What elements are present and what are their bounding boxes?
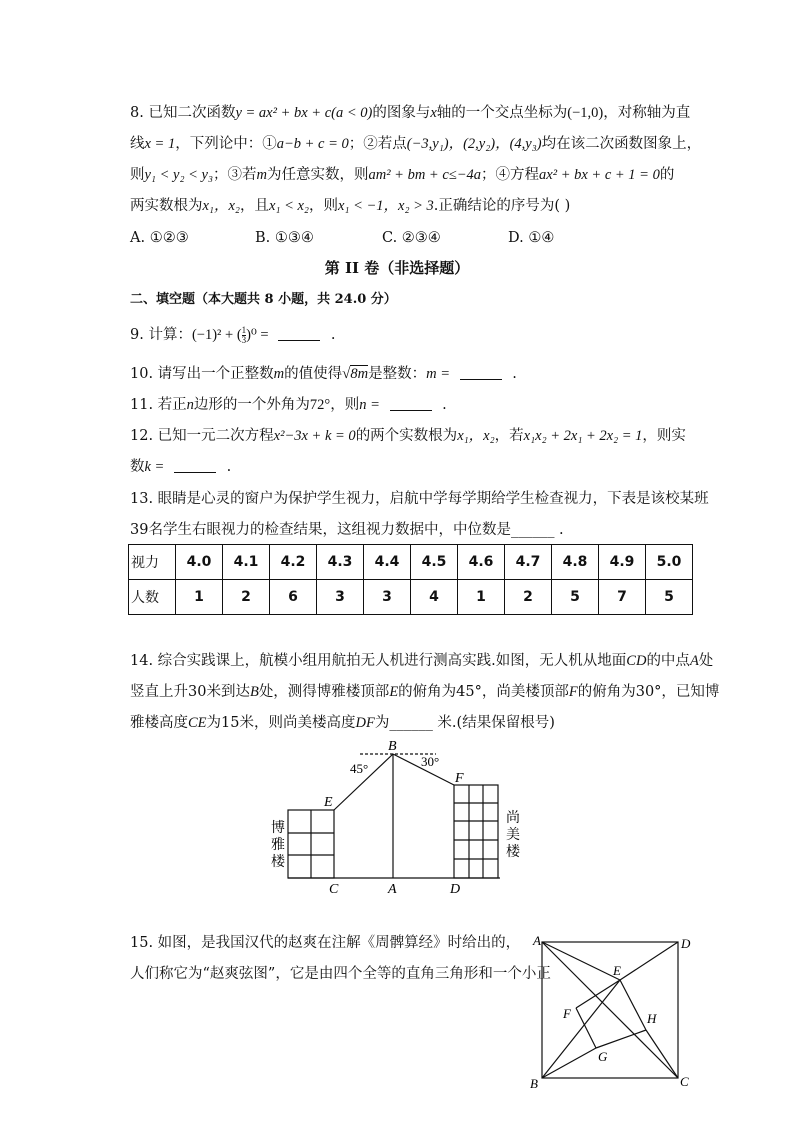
table-cell: 4.8 — [552, 545, 599, 580]
table-cell: 5 — [646, 580, 693, 615]
q15-label-e: E — [613, 963, 621, 978]
table-cell: 4.7 — [505, 545, 552, 580]
q15-label-f: F — [563, 1006, 571, 1021]
table-cell: 4.2 — [270, 545, 317, 580]
part2-title: 第 II 卷（非选择题） — [324, 259, 470, 277]
q13-line-1: 13. 眼睛是心灵的窗户为保护学生视力，启航中学每学期给学生检查视力，下表是该校某班 — [130, 491, 709, 507]
q8-line-3: 则y₁ < y₂ < y₃；③若m为任意实数，则am² + bm + c≤−4a；④方程ax² + bx + c + 1 = 0的 — [130, 167, 675, 183]
table-cell: 1 — [458, 580, 505, 615]
table-header-count: 人数 — [129, 580, 176, 615]
q15-label-c: C — [680, 1074, 689, 1089]
q15-label-b: B — [530, 1076, 538, 1091]
right-building-label: 楼 — [506, 845, 520, 860]
q10: 10. 请写出一个正整数m的值使得√8m是整数：m = . — [130, 366, 517, 382]
label-b: B — [388, 739, 397, 754]
q14-line-3: 雅楼高度CE为15米，则尚美楼高度DF为______ 米.(结果保留根号) — [130, 715, 555, 731]
q15-label-d: D — [681, 936, 691, 951]
q15-label-h: H — [647, 1011, 657, 1026]
right-building-label: 尚 — [506, 811, 520, 826]
option-d: D. ①④ — [508, 230, 555, 246]
table-cell: 2 — [223, 580, 270, 615]
q8-line-2: 线x = 1，下列论中：①a−b + c = 0；②若点(−3,y₁)，(2,y₂)，(4,y₃)均在该二次函数图象上， — [130, 136, 702, 152]
table-cell: 3 — [317, 580, 364, 615]
q15-line-2: 人们称它为“赵爽弦图”，它是由四个全等的直角三角形和一个小正 — [130, 966, 551, 982]
q15-label-a: A — [533, 933, 541, 948]
label-a: A — [388, 882, 397, 897]
left-building-label: 博 — [271, 821, 285, 836]
table-cell: 4.3 — [317, 545, 364, 580]
q13-line-2: 39名学生右眼视力的检查结果，这组视力数据中，中位数是______ . — [130, 522, 564, 538]
table-cell: 6 — [270, 580, 317, 615]
right-building-label: 美 — [506, 828, 520, 843]
table-cell: 4 — [411, 580, 458, 615]
table-cell: 7 — [599, 580, 646, 615]
table-cell: 4.6 — [458, 545, 505, 580]
label-c: C — [329, 882, 339, 897]
table-cell: 3 — [364, 580, 411, 615]
q15-line-1: 15. 如图，是我国汉代的赵爽在注解《周髀算经》时给出的， — [130, 935, 521, 951]
table-header-vision: 视力 — [129, 545, 176, 580]
table-cell: 5.0 — [646, 545, 693, 580]
label-f: F — [455, 771, 464, 786]
q15-label-g: G — [598, 1049, 608, 1064]
q11: 11. 若正n边形的一个外角为72°，则n = . — [130, 397, 447, 413]
q14-line-1: 14. 综合实践课上，航模小组用航拍无人机进行测高实践.如图，无人机从地面CD的中点A处 — [130, 653, 714, 669]
label-e: E — [324, 795, 333, 810]
table-cell: 1 — [176, 580, 223, 615]
table-cell: 4.0 — [176, 545, 223, 580]
option-b: B. ①③④ — [255, 230, 314, 246]
angle-30: 30° — [421, 754, 440, 769]
q12-line-2: 数k = . — [130, 459, 232, 475]
q14-line-2: 竖直上升30米到达B处，测得博雅楼顶部E的俯角为45°，尚美楼顶部F的俯角为30°，已知博 — [130, 684, 720, 700]
q12-line-1: 12. 已知一元二次方程x²−3x + k = 0的两个实数根为x₁，x₂，若x₁x₂ + 2x₁ + 2x₂ = 1，则实 — [130, 428, 686, 444]
table-cell: 4.4 — [364, 545, 411, 580]
table-cell: 4.1 — [223, 545, 270, 580]
q8-line-1: 8. 已知二次函数y = ax² + bx + c(a < 0)的图象与x轴的一个交点坐标为(−1,0)，对称轴为直 — [130, 105, 691, 121]
table-cell: 4.9 — [599, 545, 646, 580]
left-building-label: 雅 — [271, 838, 285, 853]
option-c: C. ②③④ — [382, 230, 441, 246]
table-cell: 4.5 — [411, 545, 458, 580]
q8-line-4: 两实数根为x₁，x₂，且x₁ < x₂，则x₁ < −1，x₂ > 3.正确结论的序号为( ) — [130, 198, 571, 214]
table-cell: 5 — [552, 580, 599, 615]
label-d: D — [450, 882, 461, 897]
angle-45: 45° — [350, 761, 369, 776]
table-cell: 2 — [505, 580, 552, 615]
left-building-label: 楼 — [271, 855, 285, 870]
section2-heading: 二、填空题（本大题共 8 小题，共 24.0 分） — [130, 292, 397, 307]
q9: 9. 计算：(−1)² + ( $\frac{1}{3}$ )⁰ = . — [130, 324, 336, 345]
right-building — [454, 785, 498, 878]
option-a: A. ①②③ — [130, 230, 189, 246]
